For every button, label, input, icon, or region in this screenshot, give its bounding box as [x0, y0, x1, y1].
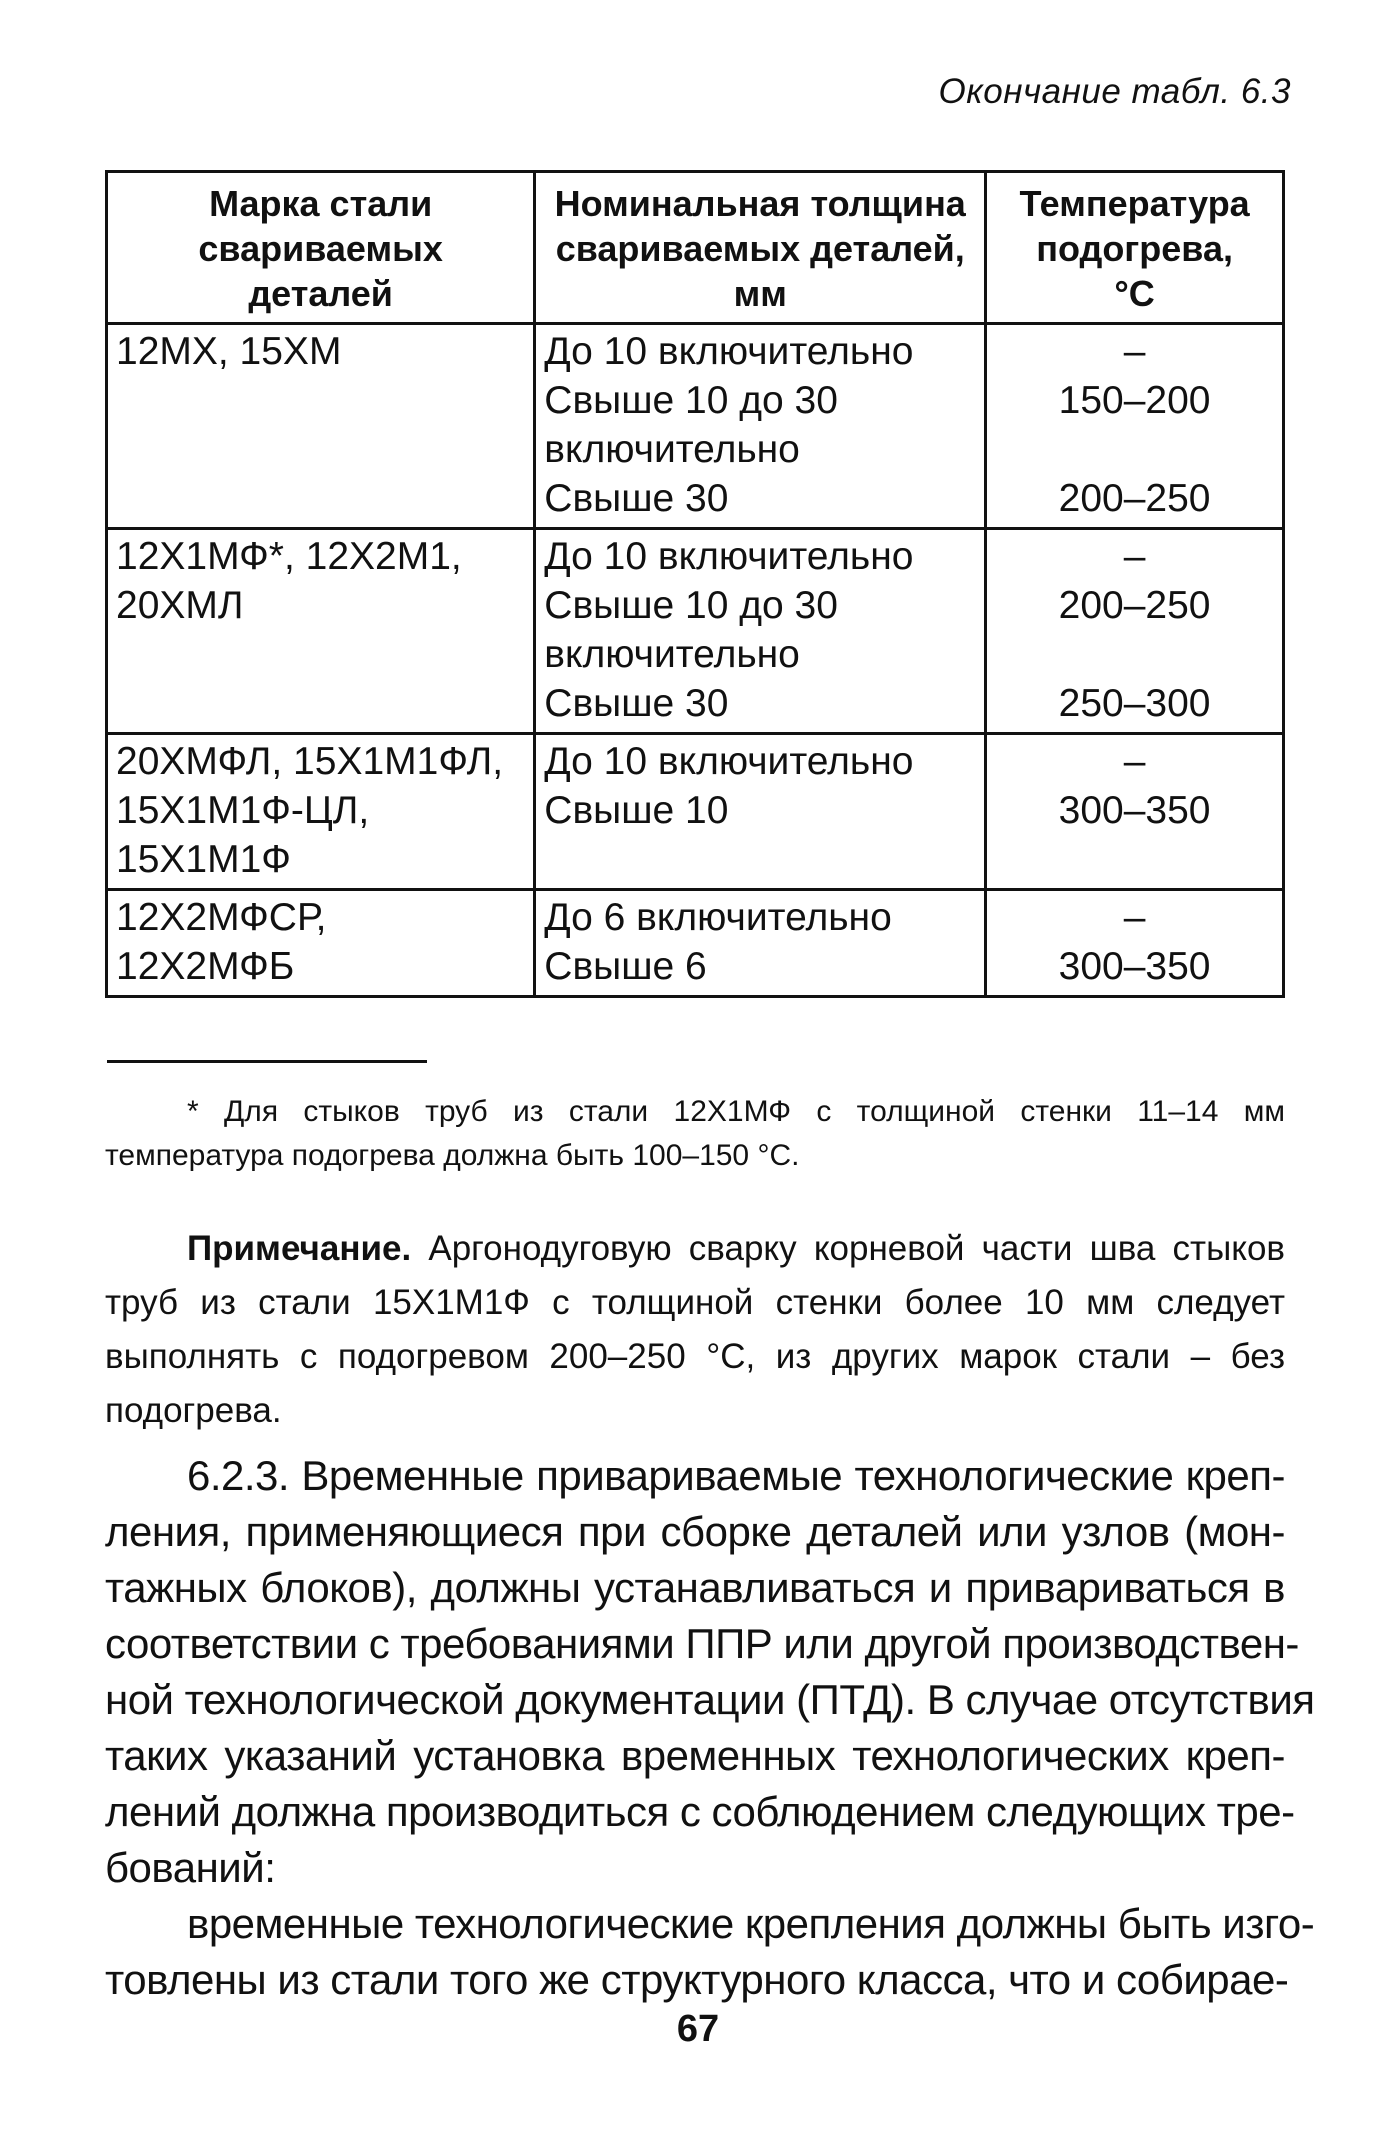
- header-line: деталей: [248, 273, 393, 314]
- cell-line: 12МХ, 15ХМ: [116, 330, 342, 373]
- cell-thickness: [535, 734, 986, 890]
- table-row: [107, 324, 1284, 529]
- header-line: Номинальная толщина: [554, 183, 966, 224]
- note-line: выполнять с подогревом 200–250 °С, из других марок стали – без: [105, 1337, 1285, 1376]
- paragraph-line: тажных блоков), должны устанавливаться и привариваться в: [105, 1564, 1285, 1611]
- cell-line: 12Х2МФБ: [116, 945, 295, 988]
- paragraph-line: таких указаний установка временных технологических креп-: [105, 1732, 1285, 1779]
- cell-line: 300–350: [1058, 789, 1211, 832]
- table-caption: Окончание табл. 6.3: [938, 72, 1291, 111]
- cell-line: 15Х1М1Ф: [116, 838, 291, 881]
- cell-line: До 10 включительно: [544, 535, 914, 578]
- cell-line: До 6 включительно: [544, 896, 892, 939]
- paragraph-line: временные технологические крепления должны быть изго-: [187, 1900, 1315, 1947]
- cell-line: 15Х1М1Ф-ЦЛ,: [116, 789, 370, 832]
- paragraph-line: ной технологической документации (ПТД). В случае отсутствия: [105, 1676, 1315, 1723]
- cell-line: Свыше 10 до 30: [544, 379, 838, 422]
- cell-line: [995, 425, 1274, 474]
- cell-line: До 10 включительно: [544, 330, 914, 373]
- cell-temperature: [986, 890, 1284, 997]
- footnote-line: * Для стыков труб из стали 12Х1МФ с толщиной стенки 11–14 мм: [187, 1095, 1285, 1128]
- note-line: труб из стали 15Х1М1Ф с толщиной стенки более 10 мм следует: [105, 1283, 1285, 1322]
- cell-temperature: [986, 324, 1284, 529]
- cell-steel-grade: [107, 529, 535, 734]
- cell-line: Свыше 10: [544, 789, 729, 832]
- footnote-separator: [107, 1060, 427, 1063]
- paragraph-line: лений должна производиться с соблюдением следующих тре-: [105, 1788, 1295, 1835]
- cell-line: 200–250: [1058, 584, 1211, 627]
- cell-line: 20ХМЛ: [116, 584, 244, 627]
- table-row: [107, 734, 1284, 890]
- body-text: [105, 1448, 1315, 2008]
- cell-steel-grade: [107, 890, 535, 997]
- header-line: мм: [733, 273, 787, 314]
- cell-line: 20ХМФЛ, 15Х1М1ФЛ,: [116, 740, 504, 783]
- cell-temperature: [986, 529, 1284, 734]
- cell-thickness: [535, 324, 986, 529]
- paragraph-line: соответствии с требованиями ППР или другой производствен-: [105, 1620, 1299, 1667]
- cell-line: –: [1123, 330, 1146, 373]
- header-line: °С: [1114, 273, 1155, 314]
- note-line: [105, 1222, 1285, 1276]
- table-row: [107, 890, 1284, 997]
- cell-line: 200–250: [1058, 477, 1211, 520]
- cell-steel-grade: [107, 324, 535, 529]
- cell-line: 300–350: [1058, 945, 1211, 988]
- header-line: свариваемых деталей,: [555, 228, 965, 269]
- cell-temperature: [986, 734, 1284, 890]
- cell-line: [995, 630, 1274, 679]
- header-line: Температура: [1019, 183, 1250, 224]
- cell-line: Свыше 30: [544, 477, 729, 520]
- note: [105, 1222, 1285, 1438]
- cell-line: 150–200: [1058, 379, 1211, 422]
- header-line: свариваемых: [198, 228, 443, 269]
- header-line: Марка стали: [209, 183, 433, 224]
- header-line: подогрева,: [1036, 228, 1233, 269]
- preheat-temperature-table: [105, 170, 1285, 998]
- cell-line: –: [1123, 896, 1146, 939]
- note-text: Аргонодуговую сварку корневой части шва стыков: [411, 1229, 1285, 1268]
- header-temperature: [986, 172, 1284, 324]
- cell-thickness: [535, 529, 986, 734]
- cell-line: –: [1123, 740, 1146, 783]
- cell-line: Свыше 30: [544, 682, 729, 725]
- cell-line: 250–300: [1058, 682, 1211, 725]
- cell-line: включительно: [544, 428, 800, 471]
- footnote: [105, 1090, 1285, 1178]
- cell-line: 12Х1МФ*, 12Х2М1,: [116, 535, 462, 578]
- cell-thickness: [535, 890, 986, 997]
- cell-line: Свыше 10 до 30: [544, 584, 838, 627]
- footnote-line: температура подогрева должна быть 100–150 °С.: [105, 1139, 800, 1172]
- table-header-row: [107, 172, 1284, 324]
- paragraph-line: ления, применяющиеся при сборке деталей или узлов (мон-: [105, 1508, 1285, 1555]
- cell-line: Свыше 6: [544, 945, 707, 988]
- cell-line: 12Х2МФСР,: [116, 896, 327, 939]
- header-thickness: [535, 172, 986, 324]
- paragraph-line: бований:: [105, 1844, 276, 1891]
- cell-line: До 10 включительно: [544, 740, 914, 783]
- cell-line: включительно: [544, 633, 800, 676]
- cell-line: –: [1123, 535, 1146, 578]
- note-line: подогрева.: [105, 1391, 282, 1430]
- table-row: [107, 529, 1284, 734]
- paragraph-line: товлены из стали того же структурного класса, что и собирае-: [105, 1956, 1289, 2003]
- header-steel-grade: [107, 172, 535, 324]
- page-number: 67: [676, 2008, 720, 2050]
- note-label: Примечание.: [187, 1229, 412, 1268]
- cell-steel-grade: [107, 734, 535, 890]
- paragraph-line: 6.2.3. Временные привариваемые технологические креп-: [187, 1452, 1285, 1499]
